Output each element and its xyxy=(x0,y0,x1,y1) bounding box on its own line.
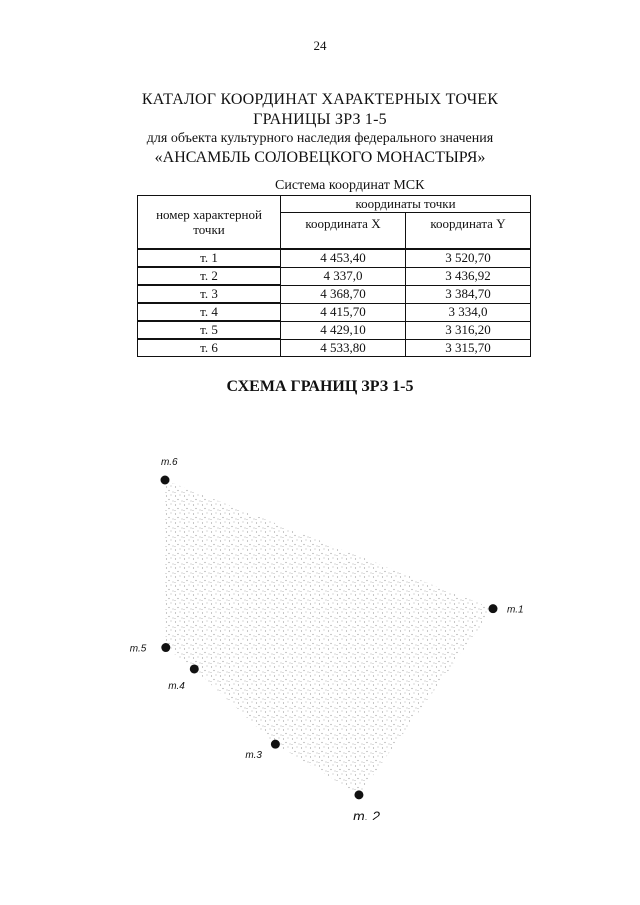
cell-y: 3 316,20 xyxy=(406,321,531,339)
boundary-point-marker xyxy=(354,790,363,799)
boundary-point-label: т.5 xyxy=(129,643,147,655)
cell-x: 4 337,0 xyxy=(281,267,406,285)
cell-y: 3 520,70 xyxy=(406,249,531,267)
cell-y: 3 436,92 xyxy=(406,267,531,285)
table-row xyxy=(138,339,531,357)
cell-x: 4 533,80 xyxy=(281,339,406,357)
cell-point: т. 4 xyxy=(138,303,281,321)
boundary-point-marker xyxy=(489,604,498,613)
zone-boundary-area xyxy=(165,480,493,795)
scheme-title: СХЕМА ГРАНИЦ ЗРЗ 1-5 xyxy=(226,378,414,395)
cell-x: 4 368,70 xyxy=(281,285,406,303)
cell-y: 3 334,0 xyxy=(406,303,531,321)
boundary-point-label: т.4 xyxy=(168,680,185,692)
cell-x: 4 453,40 xyxy=(281,249,406,267)
cell-x: 4 415,70 xyxy=(281,303,406,321)
boundary-point-marker xyxy=(161,476,170,485)
coordinate-system-label: Система координат МСК xyxy=(275,178,425,193)
title-line-4: «АНСАМБЛЬ СОЛОВЕЦКОГО МОНАСТЫРЯ» xyxy=(154,149,486,166)
coordinates-table xyxy=(137,195,531,357)
boundary-point-marker xyxy=(161,643,170,652)
cell-y: 3 384,70 xyxy=(406,285,531,303)
boundary-point-marker xyxy=(190,664,199,673)
title-line-3: для объекта культурного наследия федерального значения xyxy=(146,131,494,146)
table-row xyxy=(138,303,531,321)
table-row xyxy=(138,249,531,267)
document-title xyxy=(0,90,640,168)
table-row xyxy=(138,267,531,285)
table-row xyxy=(138,321,531,339)
cell-y: 3 315,70 xyxy=(406,339,531,357)
cell-point: т. 3 xyxy=(138,285,281,303)
title-line-1: КАТАЛОГ КООРДИНАТ ХАРАКТЕРНЫХ ТОЧЕК xyxy=(141,91,499,108)
header-coordinates: координаты точки xyxy=(281,196,531,213)
boundary-point-label: т.6 xyxy=(161,457,178,468)
cell-point: т. 2 xyxy=(138,267,281,285)
header-x: координата X xyxy=(281,213,406,250)
cell-point: т. 1 xyxy=(138,249,281,267)
boundary-point-label: т. 2 xyxy=(352,807,381,820)
cell-x: 4 429,10 xyxy=(281,321,406,339)
cell-point: т. 6 xyxy=(138,339,281,357)
cell-point: т. 5 xyxy=(138,321,281,339)
boundary-point-label: т.3 xyxy=(245,750,262,762)
boundary-point-label: т.1 xyxy=(507,604,524,616)
table-row xyxy=(138,285,531,303)
title-line-2: ГРАНИЦЫ ЗРЗ 1-5 xyxy=(253,111,387,128)
page-number: 24 xyxy=(313,38,327,53)
header-y: координата Y xyxy=(406,213,531,250)
boundary-point-marker xyxy=(271,740,280,749)
header-point-number: номер характерной точки xyxy=(138,196,281,250)
boundary-scheme xyxy=(120,440,560,820)
